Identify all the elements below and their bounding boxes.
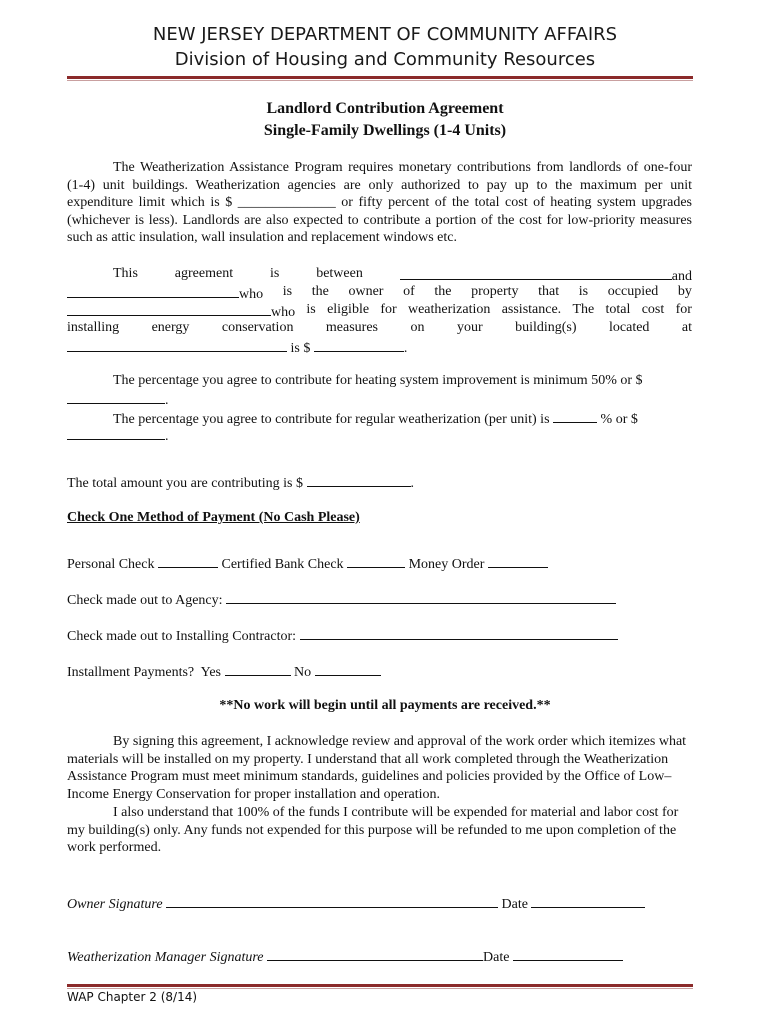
property-address-field[interactable] [67,338,287,352]
owner-date-field[interactable] [531,894,645,908]
heating-amount-field[interactable] [67,390,165,404]
payment-method-heading: Check One Method of Payment (No Cash Please) [67,510,360,525]
contractor-check-field[interactable] [300,626,618,640]
personal-check-field[interactable] [158,554,218,568]
owner-name-field[interactable] [67,284,239,298]
intro-paragraph: The Weatherization Assistance Program requires monetary contributions from landlords of one-four (1-4) unit buildings. Weatherization agencies are only authorized to pay up to the maximum per unit expenditure limit which is $ ______________ or fifty percent of the total cost of heating system upgrades (whichever is less). Landlords are also expected to contribute a portion of the cost for low-priority measures such as attic insulation, wall insulation and replacement windows etc. [67,160,692,246]
regular-percentage-line: The percentage you agree to contribute for regular weatherization (per unit) is % or $ [113,409,638,428]
footer-divider-thin [67,988,693,989]
header-divider-thin [67,80,693,81]
manager-date-field[interactable] [513,947,623,961]
installment-no-field[interactable] [315,662,381,676]
document-title: Landlord Contribution Agreement [266,100,504,117]
regular-percent-field[interactable] [553,409,597,423]
installment-line: Installment Payments? Yes No [67,662,381,681]
money-order-field[interactable] [488,554,548,568]
agency-check-field[interactable] [226,590,616,604]
payment-options-line: Personal Check Certified Bank Check Money Order [67,554,548,573]
agreement-line-5: is $ . [67,338,407,357]
agency-check-line: Check made out to Agency: [67,590,616,609]
header-divider [67,76,693,79]
heating-percentage-line: The percentage you agree to contribute for heating system improvement is minimum 50% or $ [113,373,643,388]
occupant-name-field[interactable] [67,302,271,316]
regular-amount-line: . [67,426,169,445]
agency-name: NEW JERSEY DEPARTMENT OF COMMUNITY AFFAIRS [152,24,618,45]
total-amount-line: The total amount you are contributing is $ . [67,473,414,492]
total-cost-field[interactable] [314,338,404,352]
division-name: Division of Housing and Community Resources [174,49,596,70]
acknowledgement-paragraph: By signing this agreement, I acknowledge review and approval of the work order which itemizes what materials will be installed on my property. I understand that all work completed through the Weatherization Assistance Program must meet minimum standards, guidelines and policies provided by the Office of Low–Income Energy Conservation for proper installation and operation. [67,734,687,802]
manager-signature-field[interactable] [267,947,483,961]
manager-signature-line: Weatherization Manager Signature Date [67,947,623,966]
owner-signature-field[interactable] [166,894,498,908]
agreement-line-1: This agreement is between and [113,266,692,284]
document-subtitle: Single-Family Dwellings (1-4 Units) [263,122,507,139]
total-amount-field[interactable] [307,473,411,487]
agreement-line-3: who is eligible for weatherization assistance. The total cost for [67,302,692,321]
contractor-check-line: Check made out to Installing Contractor: [67,626,618,645]
heating-amount-line: . [67,390,169,409]
footer-divider [67,984,693,987]
payment-notice: **No work will begin until all payments are received.** [219,698,551,713]
landlord-name-field[interactable] [400,266,672,280]
page-footer: WAP Chapter 2 (8/14) [67,990,198,1004]
funds-paragraph: I also understand that 100% of the funds I contribute will be expended for material and labor cost for my building(s) only. Any funds not expended for this purpose will be refunded to me upon completion of the work performed. [67,805,679,856]
owner-signature-line: Owner Signature Date [67,894,645,913]
regular-amount-field[interactable] [67,426,165,440]
agreement-line-4: installing energy conservation measures on your building(s) located at [67,320,692,335]
installment-yes-field[interactable] [225,662,291,676]
certified-check-field[interactable] [347,554,405,568]
agreement-line-2: who is the owner of the property that is occupied by [67,284,692,303]
